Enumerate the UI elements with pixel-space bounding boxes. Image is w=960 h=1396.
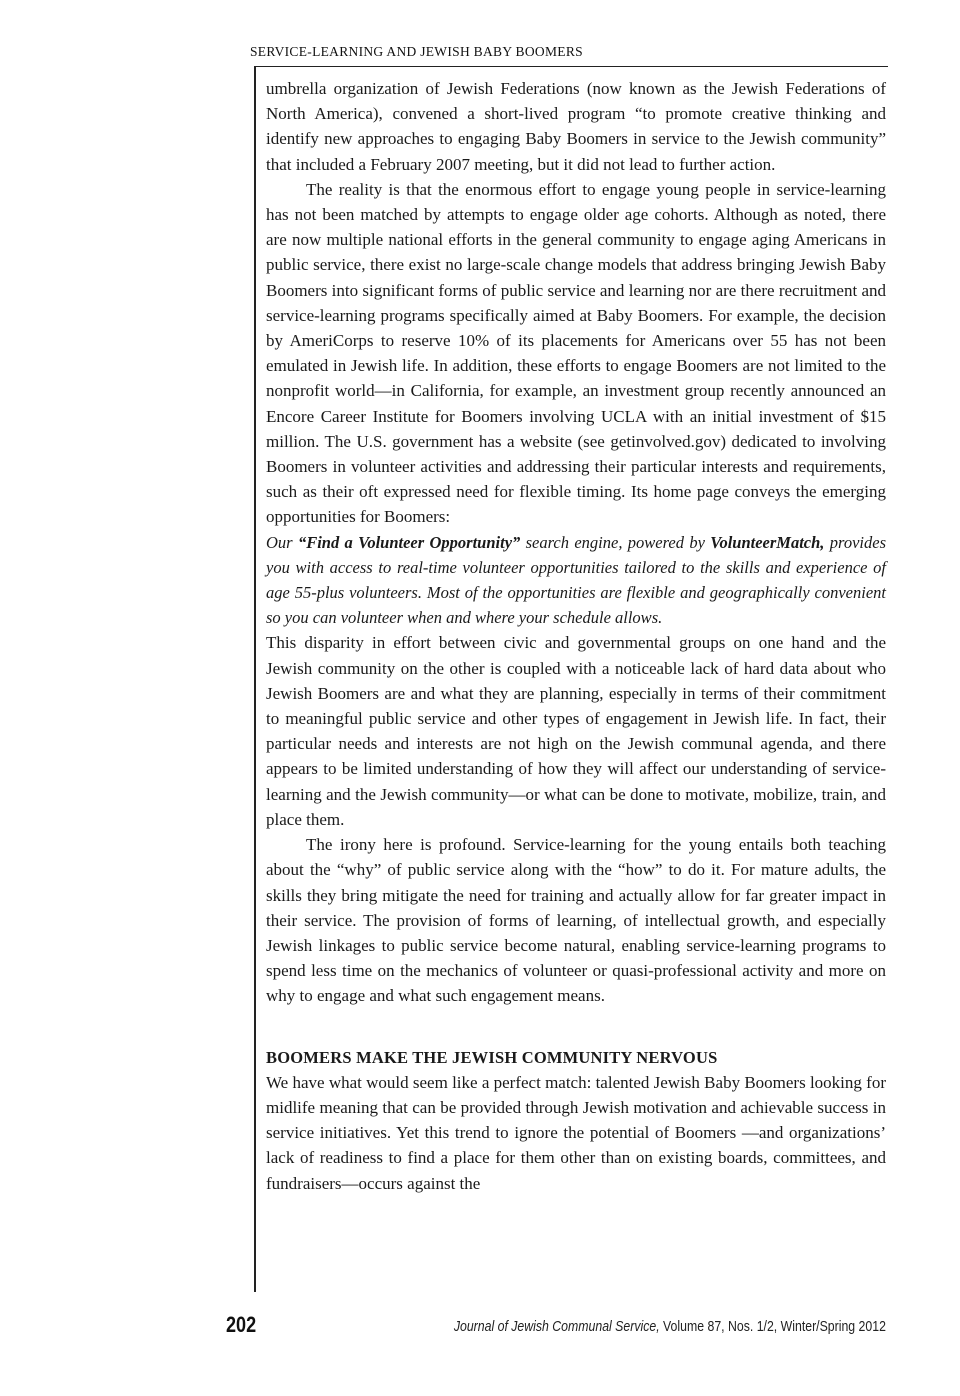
journal-issue: Volume 87, Nos. 1/2, Winter/Spring 2012 [659, 1318, 886, 1335]
quote-bold-1: “Find a Volunteer Opportunity” [297, 532, 521, 552]
paragraph-1: umbrella organization of Jewish Federations (now known as the Jewish Federations of North America), convened a short-lived program “to promote creative thinking and identify new approaches to engaging Baby Boomers in service to the Jewish community” that included a February 2007 meeting, but it did not lead to further action. [266, 79, 886, 174]
paragraph-5: We have what would seem like a perfect match: talented Jewish Baby Boomers looking for midlife meaning that can be provided through Jewish motivation and achievable success in service initiatives. Yet this trend to ignore the potential of Boomers —and organizations’ lack of readiness to find a place for them other than on existing boards, committees, and fundraisers—occurs against the [266, 1072, 886, 1193]
header-rule [254, 66, 888, 67]
quote-text-2: search engine, powered by [520, 532, 711, 552]
journal-citation [454, 1318, 886, 1335]
paragraph-3: This disparity in effort between civic and governmental groups on one hand and the Jewish community on the other is coupled with a noticeable lack of hard data about who Jewish Boomers are and what they are planning, especially in terms of their commitment to meaningful public service and other types of engagement in Jewish life. In fact, their particular needs and interests are not high on the Jewish communal agenda, and there appears to be limited understanding of how they will affect our understanding of service-learning and the Jewish community—or what can be done to motivate, mobilize, train, and place them. [266, 633, 886, 829]
paragraph-4: The irony here is profound. Service-learning for the young entails both teaching about the “why” of public service along with the “how” to do it. For mature adults, the skills they bring mitigate the need for training and actually allow for far greater impact in their service. The provision of forms of learning, of intellectual growth, and especially Jewish linkages to public service become natural, enabling service-learning programs to spend less time on the mechanics of volunteer or quasi-professional activity and more on why to engage and what such engagement means. [266, 835, 886, 1006]
journal-title: Journal of Jewish Communal Service, [453, 1318, 660, 1335]
body-text [266, 76, 886, 1196]
margin-rule [254, 66, 256, 1292]
section-heading: BOOMERS MAKE THE JEWISH COMMUNITY NERVOUS [266, 1047, 718, 1067]
paragraph-2: The reality is that the enormous effort to engage young people in service-learning has not been matched by attempts to engage older age cohorts. Although as noted, there are now multiple national efforts in the general community to engage aging Americans in public service, there exist no large-scale change models that address bringing Jewish Baby Boomers into significant forms of public service and learning nor are there recruitment and service-learning programs specifically aimed at Baby Boomers. For example, the decision by AmeriCorps to reserve 10% of its placements for Americans over 55 has not been emulated in Jewish life. In addition, these efforts to engage Boomers are not limited to the nonprofit world—in California, for example, an investment group recently announced an Encore Career Institute for Boomers involving UCLA with an initial investment of $15 million. The U.S. government has a website (see getinvolved.gov) dedicated to involving Boomers in volunteer activities and addressing their particular interests and requirements, such as their oft expressed need for flexible timing. Its home page conveys the emerging opportunities for Boomers: [266, 179, 886, 527]
page-number: 202 [226, 1312, 257, 1337]
quote-bold-2: VolunteerMatch, [710, 532, 825, 552]
quote-text-3: provides you with access to real-time volunteer opportunities tailored to the skills and experience of age 55-plus volunteers. Most of the opportunities are flexible and geographically convenient so you can volunteer when and where your schedule allows. [266, 532, 886, 628]
quote-text-1: Our [266, 532, 298, 552]
running-head: SERVICE-LEARNING AND JEWISH BABY BOOMERS [250, 44, 583, 59]
block-quote [266, 530, 886, 631]
